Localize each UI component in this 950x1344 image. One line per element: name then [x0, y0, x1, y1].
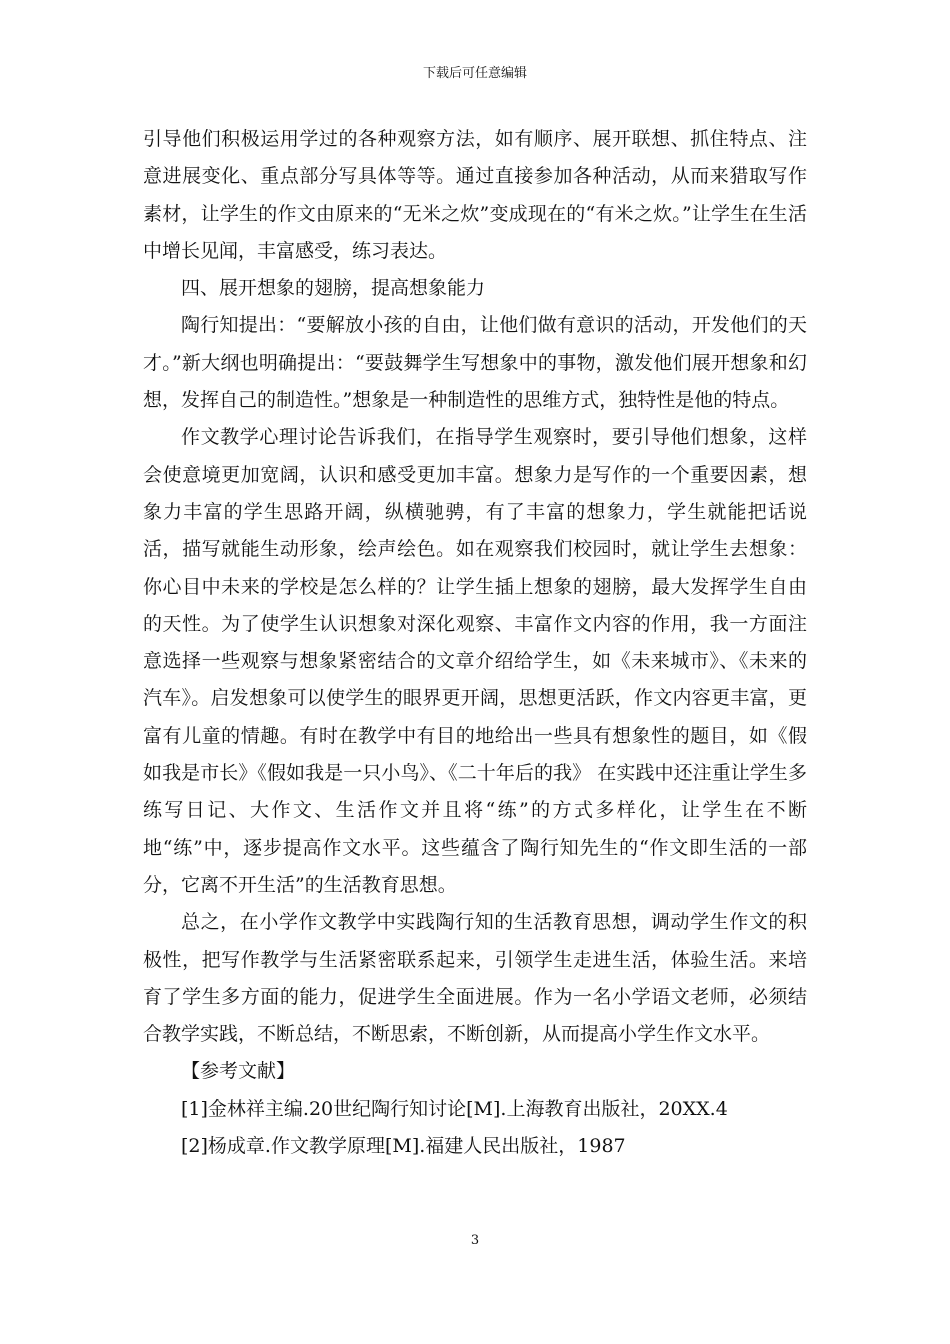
section-heading-imagination: 四、展开想象的翅膀，提高想象能力 [181, 277, 486, 300]
reference-item-2: [2]杨成章.作文教学原理[M].福建人民出版社，1987 [181, 1135, 626, 1158]
document-body [143, 121, 807, 1165]
paragraph-observation-methods: 引导他们积极运用学过的各种观察方法，如有顺序、展开联想、抓住特点、注意进展变化、重点部分写具体等等。通过直接参加各种活动，从而来猎取写作素材，让学生的作文由原来的“无米之炊”变成现在的“有米之炊。”让学生在生活中增长见闻，丰富感受，练习表达。 [143, 128, 807, 262]
paragraph-conclusion: 总之，在小学作文教学中实践陶行知的生活教育思想，调动学生作文的积极性，把写作教学与生活紧密联系起来，引领学生走进生活，体验生活。来培育了学生多方面的能力，促进学生全面进展。作为一名小学语文老师，必须结合教学实践，不断总结，不断思索，不断创新，从而提高小学生作文水平。 [143, 911, 807, 1046]
paragraph-imagination-guidance: 作文教学心理讨论告诉我们，在指导学生观察时，要引导他们想象，这样会使意境更加宽阔，认识和感受更加丰富。想象力是写作的一个重要因素，想象力丰富的学生思路开阔，纵横驰骋，有了丰富的想象力，学生就能把话说活，描写就能生动形象，绘声绘色。如在观察我们校园时，就让学生去想象：你心目中未来的学校是怎么样的？让学生插上想象的翅膀，最大发挥学生自由的天性。为了使学生认识想象对深化观察、丰富作文内容的作用，我一方面注意选择一些观察与想象紧密结合的文章介绍给学生，如《未来城市》、《未来的汽车》。启发想象可以使学生的眼界更开阔，思想更活跃，作文内容更丰富，更富有儿童的情趣。有时在教学中有目的地给出一些具有想象性的题目，如《假如我是市长》《假如我是一只小鸟》、《二十年后的我》 在实践中还注重让学生多练写日记、大作文、生活作文并且将“练”的方式多样化，让学生在不断地“练”中，逐步提高作文水平。这些蕴含了陶行知先生的“作文即生活的一部分，它离不开生活”的生活教育思想。 [143, 426, 807, 896]
references-heading: 【参考文献】 [181, 1060, 296, 1083]
reference-item-1: [1]金林祥主编.20世纪陶行知讨论[M].上海教育出版社，20XX.4 [181, 1097, 728, 1120]
page-header: 下载后可任意编辑 [422, 66, 527, 81]
paragraph-tao-xingzhi-quote: 陶行知提出：“要解放小孩的自由，让他们做有意识的活动，开发他们的天才。”新大纲也明确提出：“要鼓舞学生写想象中的事物，激发他们展开想象和幻想，发挥自己的制造性。”想象是一种制造性的思维方式，独特性是他的特点。 [143, 314, 807, 412]
page-number: 3 [470, 1233, 480, 1248]
